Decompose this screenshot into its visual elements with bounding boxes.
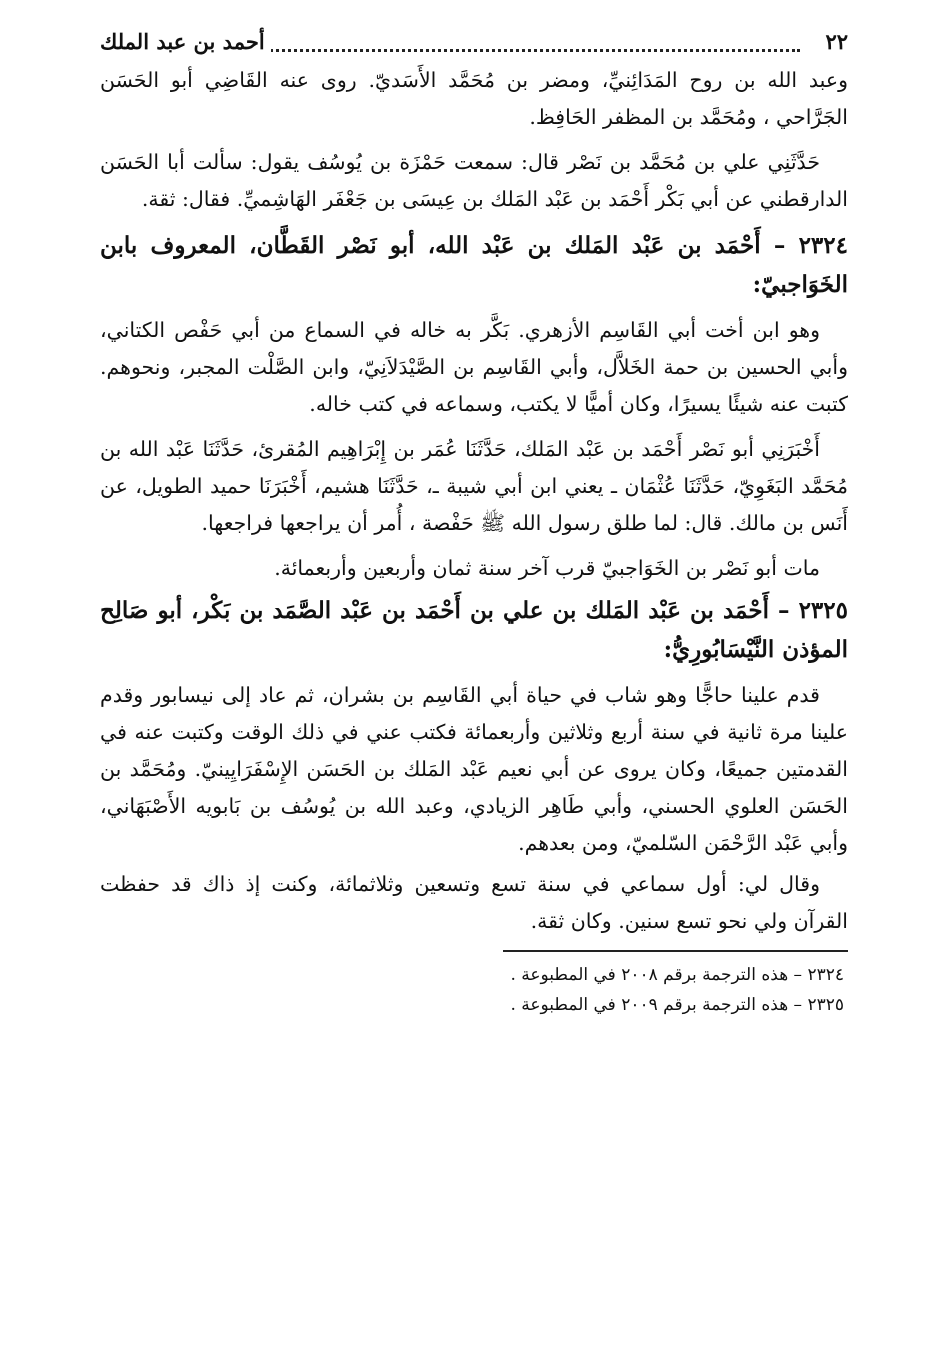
page-number: ٢٢ bbox=[819, 22, 848, 62]
paragraph-4: أَخْبَرَنِي أبو نَصْر أَحْمَد بن عَبْد المَلك، حَدَّثَنَا عُمَر بن إِبْرَاهِيم المُقرئ، حَدَّثَنَا عَبْد الله بن مُحَمَّد البَغَوِيّ، حَدَّثَنَا عُثْمَان ـ يعني ابن أبي شيبة ـ، حَدَّثَنَا هشيم، أَخْبَرَنَا حميد الطويل، عن أَنَس بن مالك. قال: لما طلق رسول الله ﷺ حَفْصة ، أُمر أن يراجعها فراجعها. bbox=[100, 437, 848, 535]
paragraph-2: حَدَّثَنِي علي بن مُحَمَّد بن نَصْر قال: سمعت حَمْزَة بن يُوسُف يقول: سألت أبا الحَسَن الدارقطني عن أبي بَكْر أَحْمَد بن عَبْد المَلك بن عِيسَى بن جَعْفَر الهَاشِميِّ. فقال: ثقة. bbox=[100, 150, 848, 211]
footnote-separator bbox=[503, 950, 848, 952]
paragraph-3: وهو ابن أخت أبي القَاسِم الأزهري. بَكَّر به خاله في السماع من أبي حَفْص الكتاني، وأبي الحسين بن حمة الخَلاَّل، وأبي القَاسِم بن الصَّيْدَلاَنِيّ، وابن الصَّلْت المجبر، ونحوهم. كتبت عنه شيئًا يسيرًا، وكان أميًّا لا يكتب، وسماعه في كتب خاله. bbox=[100, 318, 848, 416]
footnotes bbox=[100, 960, 848, 1020]
paragraph-6: قدم علينا حاجًّا وهو شاب في حياة أبي القَاسِم بن بشران، ثم عاد إلى نيسابور وقدم علينا مرة ثانية في سنة أربع وثلاثين وأربعمائة فكتب عني في ذلك الوقت وكتبت عنه في القدمتين جميعًا، وكان يروى عن أبي نعيم عَبْد المَلك بن الحَسَن الإِسْفَرَايِينيّ. ومُحَمَّد بن الحَسَن العلوي الحسني، وأبي طَاهِر الزيادي، وعبد الله بن يُوسُف بن بَابويه الأَصْبَهَاني، وأبي عَبْد الرَّحْمَن السّلميّ، ومن بعدهم. bbox=[100, 683, 848, 855]
header-dotted-leader bbox=[265, 49, 800, 52]
header-title: أحمد بن عبد الملك bbox=[100, 22, 271, 62]
running-header bbox=[100, 22, 848, 62]
entry-2325-title: ٢٣٢٥ – أَحْمَد بن عَبْد المَلك بن علي بن أَحْمَد بن عَبْد الصَّمَد بن بَكْر، أبو صَالِح المؤذن النَّيْسَابُورِيُّ: bbox=[100, 597, 848, 663]
book-page bbox=[100, 22, 848, 1342]
footnote-2324: ٢٣٢٤ – هذه الترجمة برقم ٢٠٠٨ في المطبوعة . bbox=[510, 965, 844, 985]
entry-2324-title: ٢٣٢٤ – أَحْمَد بن عَبْد المَلك بن عَبْد الله، أبو نَصْر القَطَّان، المعروف بابن الخَوَاجبيّ: bbox=[100, 232, 848, 298]
paragraph-5: مات أبو نَصْر بن الخَوَاجبيّ قرب آخر سنة ثمان وأربعين وأربعمائة. bbox=[274, 556, 820, 580]
paragraph-7: وقال لي: أول سماعي في سنة تسع وتسعين وثلاثمائة، وكنت إذ ذاك قد حفظت القرآن ولي نحو تسع سنين. وكان ثقة. bbox=[100, 872, 848, 933]
footnote-2325: ٢٣٢٥ – هذه الترجمة برقم ٢٠٠٩ في المطبوعة . bbox=[510, 995, 844, 1015]
paragraph-1: وعبد الله بن روح المَدَائِنيِّ، ومضر بن مُحَمَّد الأَسَديّ. روى عنه القَاضِي أبو الحَسَن الجَرَّاحي ، ومُحَمَّد بن المظفر الحَافِظ. bbox=[100, 68, 848, 129]
